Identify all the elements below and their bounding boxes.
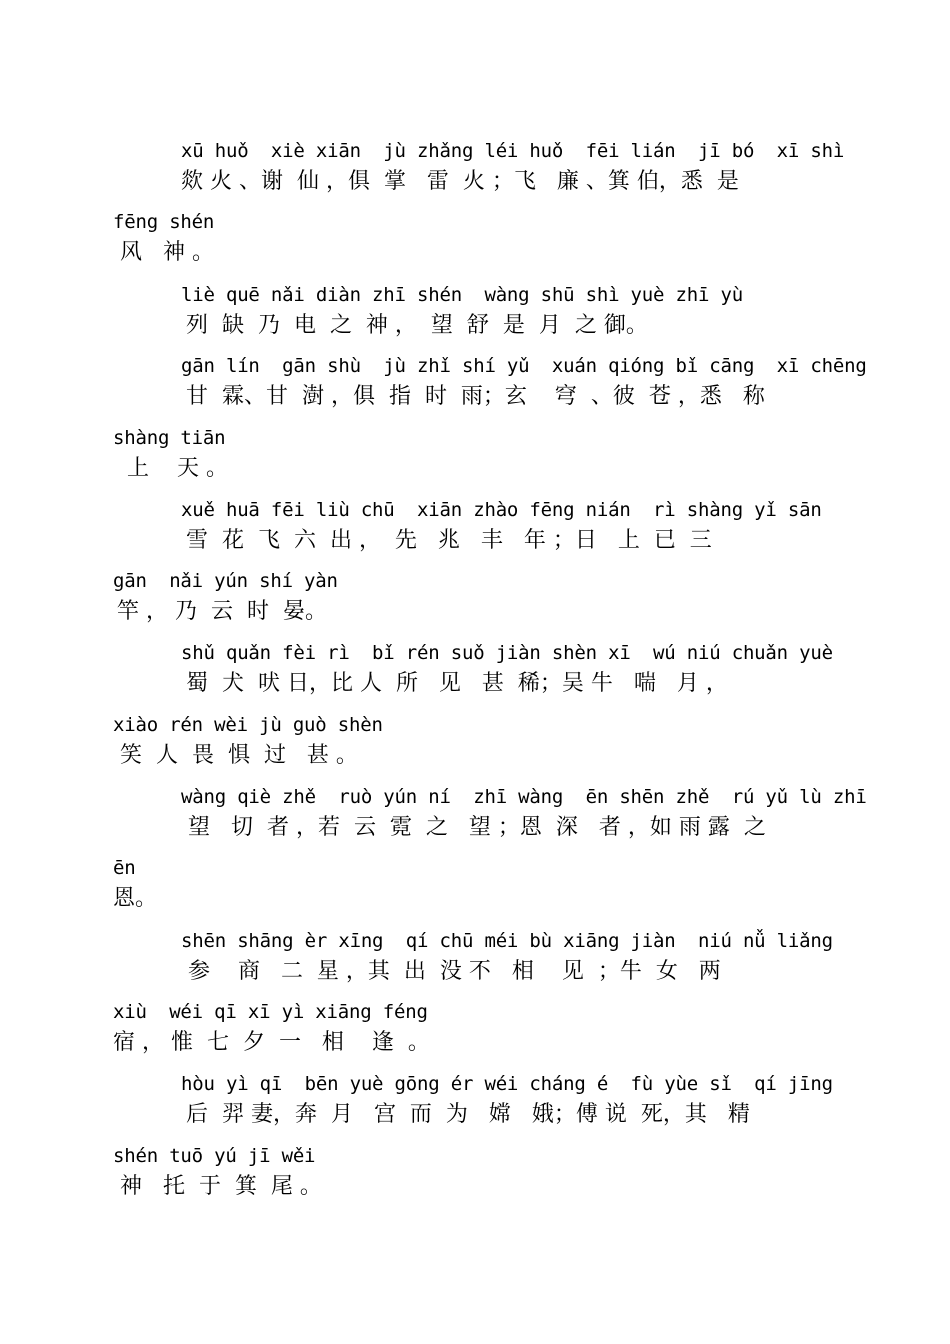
pinyin-line: gān lín gān shù jù zhǐ shí yǔ xuán qióng bǐ cāng xī chēng	[181, 355, 867, 377]
hanzi-line: 雪 花 飞 六 出 ， 先 兆 丰 年 ；日 上 已 三	[186, 528, 712, 553]
pinyin-line: shēn shāng èr xīng qí chū méi bù xiāng jiàn niú nǚ liǎng	[181, 930, 833, 952]
hanzi-line: 参 商 二 星 ，其 出 没 不 相 见 ；牛 女 两	[181, 959, 721, 984]
pinyin-line: liè quē nǎi diàn zhī shén wàng shū shì yuè zhī yù	[181, 284, 743, 306]
pinyin-line: gān nǎi yún shí yàn	[113, 570, 338, 592]
hanzi-line: 宿 ， 惟 七 夕 一 相 逢 。	[113, 1030, 430, 1055]
pinyin-line: ēn	[113, 857, 136, 879]
hanzi-line: 蜀 犬 吠 日，比 人 所 见 甚 稀；吴 牛 喘 月 ，	[186, 671, 728, 696]
hanzi-line: 神 托 于 箕 尾 。	[113, 1174, 322, 1199]
pinyin-line: xiào rén wèi jù guò shèn	[113, 714, 383, 736]
hanzi-line: 后 羿 妻，奔 月 宫 而 为 嫦 娥；傅 说 死，其 精	[186, 1102, 750, 1127]
pinyin-line: shǔ quǎn fèi rì bǐ rén suǒ jiàn shèn xī wú niú chuǎn yuè	[181, 642, 833, 664]
hanzi-line: 甘 霖、甘 澍 ，俱 指 时 雨；玄 穹 、彼 苍 ，悉 称	[186, 384, 765, 409]
pinyin-line: shàng tiān	[113, 427, 226, 449]
pinyin-line: xuě huā fēi liù chū xiān zhào fēng nián rì shàng yǐ sān	[181, 499, 822, 521]
hanzi-line: 望 切 者 ，若 云 霓 之 望 ；恩 深 者 ，如 雨 露 之	[181, 815, 766, 840]
hanzi-line: 欻 火 、谢 仙 ，俱 掌 雷 火 ；飞 廉 、箕 伯，悉 是	[181, 169, 739, 194]
hanzi-line: 竿 ， 乃 云 时 晏。	[117, 599, 327, 624]
pinyin-line: shén tuō yú jī wěi	[113, 1145, 316, 1167]
hanzi-line: 列 缺 乃 电 之 神 ， 望 舒 是 月 之 御。	[186, 313, 648, 338]
pinyin-line: wàng qiè zhě ruò yún ní zhī wàng ēn shēn zhě rú yǔ lù zhī	[181, 786, 867, 808]
hanzi-line: 恩。	[113, 886, 158, 911]
pinyin-line: fēng shén	[113, 211, 215, 233]
hanzi-line: 上 天 。	[113, 456, 228, 481]
pinyin-line: xū huǒ xiè xiān jù zhǎng léi huǒ fēi lián jī bó xī shì	[181, 140, 845, 162]
pinyin-line: hòu yì qī bēn yuè gōng ér wéi cháng é fù yùe sǐ qí jīng	[181, 1073, 833, 1095]
hanzi-line: 风 神 。	[113, 240, 214, 265]
pinyin-line: xiù wéi qī xī yì xiāng féng	[113, 1001, 428, 1023]
hanzi-line: 笑 人 畏 惧 过 甚 。	[113, 743, 358, 768]
